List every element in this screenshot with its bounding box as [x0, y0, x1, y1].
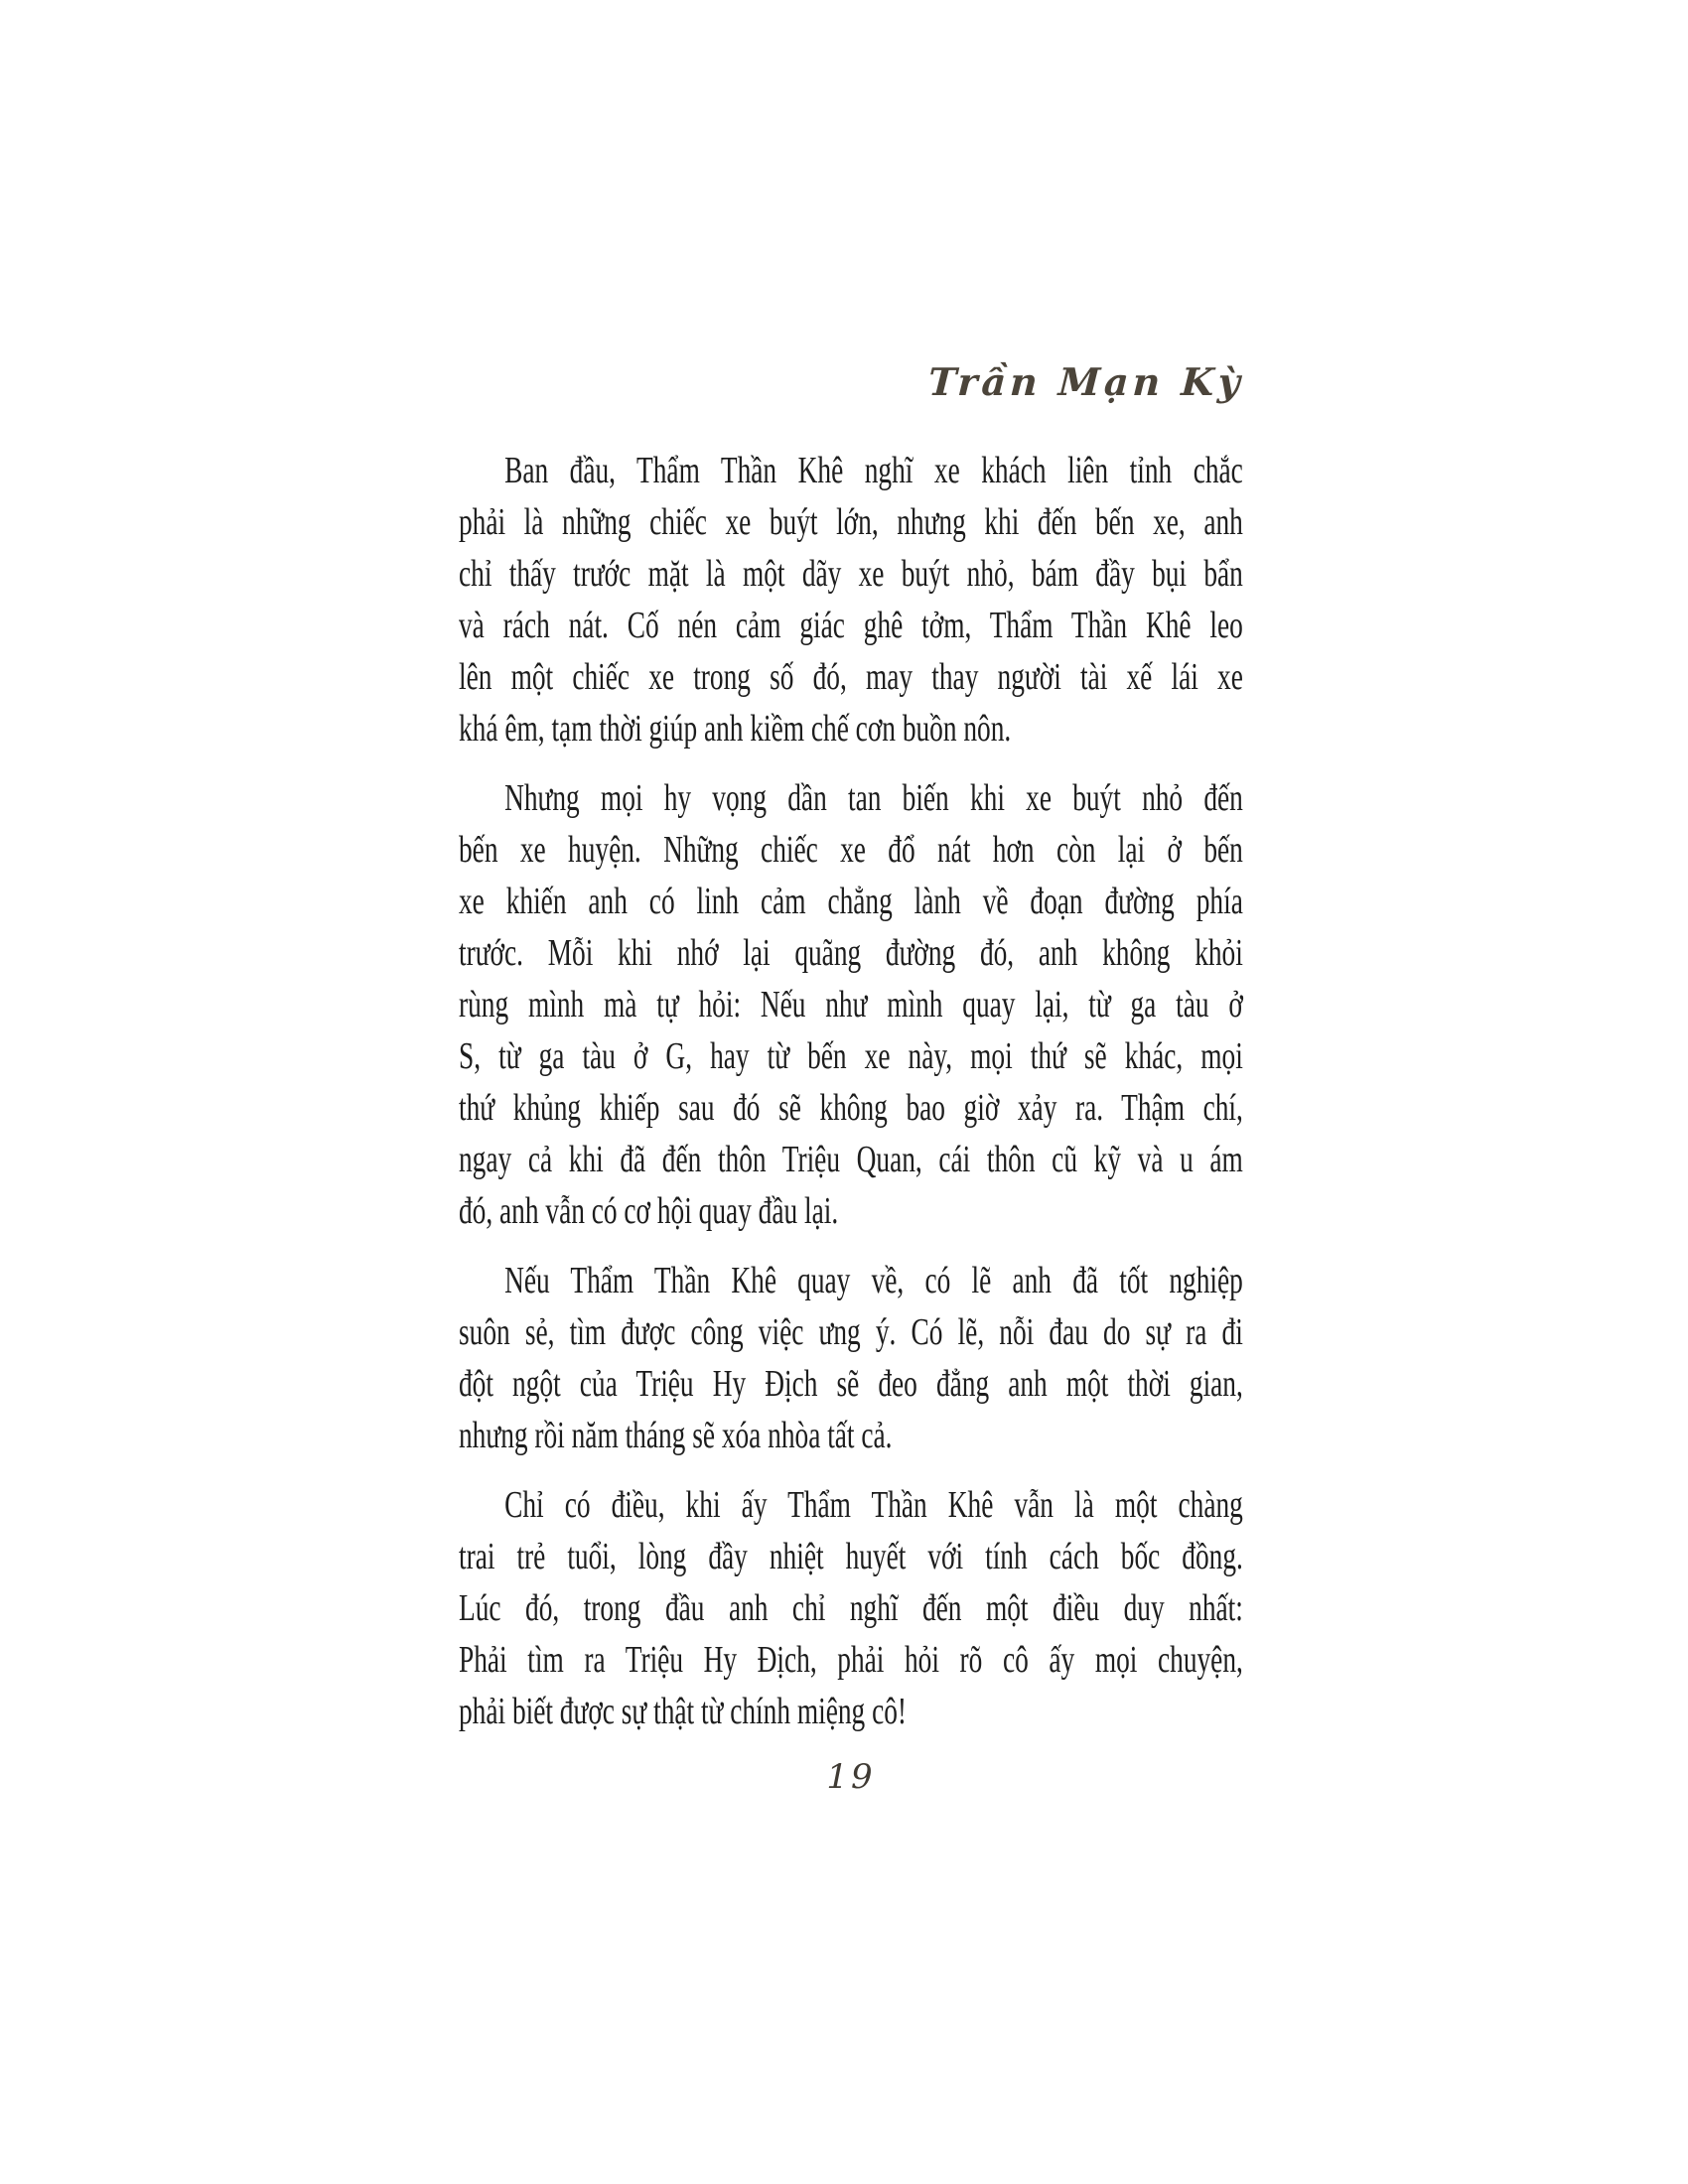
text-line: đột ngột của Triệu Hy Địch sẽ đeo đẳng anh một thời gian, — [459, 1363, 1243, 1405]
text-line: ngay cả khi đã đến thôn Triệu Quan, cái thôn cũ kỹ và u ám — [459, 1139, 1243, 1180]
text-line: trước. Mỗi khi nhớ lại quãng đường đó, anh không khỏi — [459, 932, 1243, 974]
page-number: 19 — [826, 1757, 876, 1797]
text-line: suôn sẻ, tìm được công việc ưng ý. Có lẽ, nỗi đau do sự ra đi — [459, 1311, 1243, 1353]
text-line: trai trẻ tuổi, lòng đầy nhiệt huyết với tính cách bốc đồng. — [459, 1536, 1243, 1577]
text-line: xe khiến anh có linh cảm chẳng lành về đoạn đường phía — [459, 881, 1243, 922]
text-line: chỉ thấy trước mặt là một dãy xe buýt nhỏ, bám đầy bụi bẩn — [459, 553, 1243, 595]
text-line: khá êm, tạm thời giúp anh kiềm chế cơn buồn nôn. — [459, 708, 1012, 750]
text-line: Ban đầu, Thẩm Thần Khê nghĩ xe khách liên tỉnh chắc — [504, 450, 1243, 491]
text-line: Lúc đó, trong đầu anh chỉ nghĩ đến một điều duy nhất: — [459, 1587, 1243, 1629]
text-line: Chỉ có điều, khi ấy Thẩm Thần Khê vẫn là một chàng — [504, 1484, 1243, 1526]
paragraph — [459, 445, 1243, 754]
text-line: S, từ ga tàu ở G, hay từ bến xe này, mọi thứ sẽ khác, mọi — [459, 1035, 1243, 1077]
text-line: lên một chiếc xe trong số đó, may thay người tài xế lái xe — [459, 656, 1243, 698]
paragraph — [459, 772, 1243, 1237]
text-line: thứ khủng khiếp sau đó sẽ không bao giờ xảy ra. Thậm chí, — [459, 1087, 1243, 1129]
text-line: nhưng rồi năm tháng sẽ xóa nhòa tất cả. — [459, 1415, 893, 1456]
text-line: phải biết được sự thật từ chính miệng cô! — [459, 1691, 908, 1732]
text-line: rùng mình mà tự hỏi: Nếu như mình quay lại, từ ga tàu ở — [459, 984, 1243, 1025]
text-line: đó, anh vẫn có cơ hội quay đầu lại. — [459, 1190, 839, 1232]
paragraph — [459, 1255, 1243, 1461]
text-line: Nhưng mọi hy vọng dần tan biến khi xe buýt nhỏ đến — [504, 777, 1243, 819]
paragraph — [459, 1479, 1243, 1737]
text-line: bến xe huyện. Những chiếc xe đổ nát hơn còn lại ở bến — [459, 829, 1243, 871]
text-line: Phải tìm ra Triệu Hy Địch, phải hỏi rõ cô ấy mọi chuyện, — [459, 1639, 1243, 1681]
text-line: Nếu Thẩm Thần Khê quay về, có lẽ anh đã tốt nghiệp — [504, 1260, 1243, 1301]
text-line: và rách nát. Cố nén cảm giác ghê tởm, Thẩm Thần Khê leo — [459, 605, 1243, 646]
body-text — [459, 445, 1243, 1737]
text-line: phải là những chiếc xe buýt lớn, nhưng khi đến bến xe, anh — [459, 501, 1243, 543]
running-header-script: Trần Mạn Kỳ — [927, 359, 1246, 404]
